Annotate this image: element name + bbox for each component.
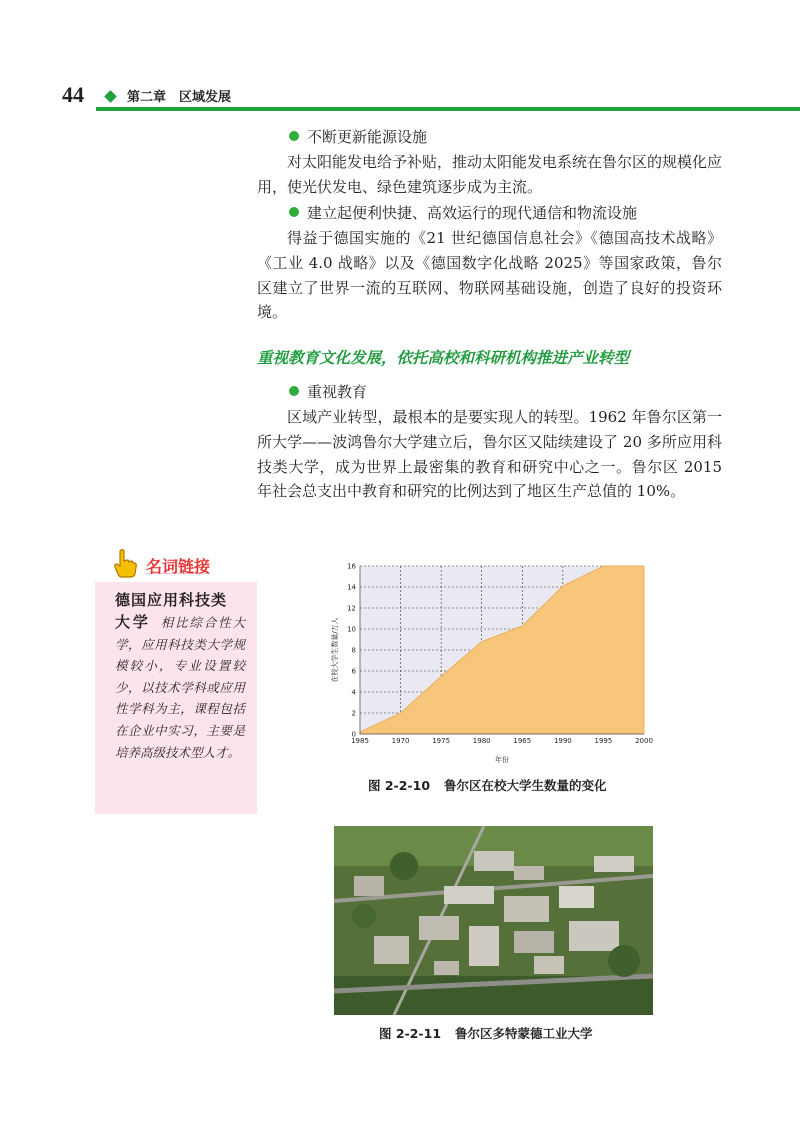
bullet-dot-icon (289, 386, 299, 396)
section-heading: 重视教育文化发展，依托高校和科研机构推进产业转型 (257, 349, 630, 367)
paragraph-solar: 对太阳能发电给予补贴，推动太阳能发电系统在鲁尔区的规模化应用，使光伏发电、绿色建筑逐步成为主流。 (257, 153, 723, 196)
bullet-energy-text: 不断更新能源设施 (307, 128, 428, 146)
header-rule (96, 107, 800, 111)
paragraph-education: 区域产业转型，最根本的是要实现人的转型。1962 年鲁尔区第一所大学——波鸿鲁尔大学建立后，鲁尔区又陆续建设了 20 多所应用科技类大学，成为世界上最密集的教育和研究中心之一。鲁尔区 2015 年社会总支出中教育和研究的比例达到了地区生产总值的 10%。 (257, 408, 722, 501)
figure-caption-photo (379, 1024, 593, 1042)
chart-x-tick-label: 1975 (432, 737, 451, 745)
chart-y-tick-label: 2 (351, 709, 356, 718)
chart-y-tick-label: 10 (347, 625, 356, 634)
chart-x-axis-label: 年份 (495, 756, 509, 764)
bullet-infrastructure (289, 202, 637, 224)
chapter-title: 第二章 区域发展 (127, 90, 232, 105)
chart-x-ticks (351, 737, 653, 745)
chart-y-tick-label: 16 (347, 562, 356, 571)
term-link-heading: 德国应用科技类 (115, 591, 228, 609)
chart-y-tick-label: 0 (351, 730, 356, 739)
bullet-education-text: 重视教育 (307, 383, 368, 401)
chart-x-tick-label: 1990 (553, 737, 572, 745)
figure-number: 图 2-2-11 (379, 1026, 442, 1041)
page-number: 44 (62, 82, 84, 107)
chart-x-tick-label: 1980 (472, 737, 491, 745)
chart-y-tick-label: 8 (351, 646, 356, 655)
bullet-energy (289, 126, 427, 148)
page-header (0, 0, 800, 115)
chart-x-tick-label: 2000 (635, 737, 653, 745)
term-link-body (115, 612, 245, 763)
university-aerial-photo (334, 826, 653, 1015)
term-link-lead: 大学 (115, 613, 151, 631)
term-link-definition: 相比综合性大学，应用科技类大学规模较小，专业设置较少，以技术学科或应用性学科为主，课程包括在企业中实习，主要是培养高级技术型人才。 (115, 615, 245, 760)
figure-caption-text: 鲁尔区多特蒙德工业大学 (455, 1026, 593, 1041)
term-link-title: 名词链接 (146, 557, 211, 576)
chart-y-axis-label: 在校大学生数量/万人 (331, 617, 339, 683)
chart-y-tick-label: 14 (347, 583, 356, 592)
bullet-dot-icon (289, 207, 299, 217)
figure-caption-chart (368, 776, 607, 794)
bullet-dot-icon (289, 131, 299, 141)
chart-x-tick-label: 1970 (391, 737, 410, 745)
diamond-icon (104, 90, 117, 103)
chart-x-tick-label: 1965 (513, 737, 532, 745)
figure-caption-text: 鲁尔区在校大学生数量的变化 (444, 778, 607, 793)
bullet-infrastructure-text: 建立起便利快捷、高效运行的现代通信和物流设施 (307, 204, 638, 222)
paragraph-policy: 得益于德国实施的《21 世纪德国信息社会》《德国高技术战略》《工业 4.0 战略》以及《德国数字化战略 2025》等国家政策，鲁尔区建立了世界一流的互联网、物联网基础设施，创造了良好的投资环境。 (257, 229, 722, 322)
chart-y-tick-label: 12 (347, 604, 356, 613)
chart-x-tick-label: 1995 (594, 737, 613, 745)
figure-number: 图 2-2-10 (368, 778, 431, 793)
chart-y-ticks (347, 563, 356, 739)
bullet-education (289, 381, 367, 403)
chart-y-tick-label: 6 (351, 667, 356, 676)
chart-x-tick-label: 1985 (351, 737, 369, 745)
student-count-chart (326, 556, 666, 768)
hand-pointer-icon (112, 548, 138, 578)
chart-y-tick-label: 4 (351, 688, 356, 697)
